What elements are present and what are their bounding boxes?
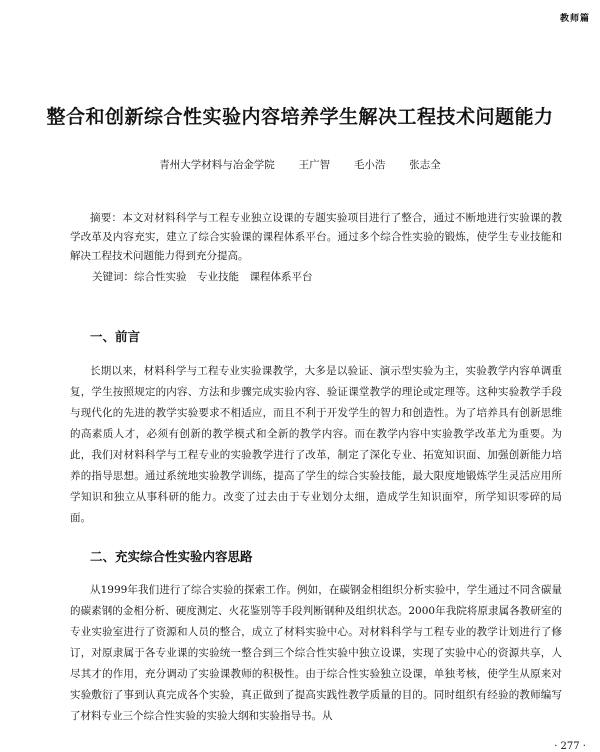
article-title: 整合和创新综合性实验内容培养学生解决工程技术问题能力 — [46, 106, 554, 128]
section-body-content-ideas: 从1999年我们进行了综合实验的探索工作。例如，在碳钢金相组织分析实验中，学生通过不同含碳量的碳素钢的金相分析、硬度测定、火花鉴别等手段判断钢种及组织状态。2000年我院将原隶属各教研室的专业实验室进行了资源和人员的整合，成立了材料实验中心。对材料科学与工程专业的教学计划进行了修订，对原隶属于各专业课的实验统一整合到三个综合性实验中独立设课，实现了实验中心的资源共享，人尽其才的作用，充分调动了实验课教师的积极性。由于综合性实验独立设课，单独考核，使学生从原来对实验敷衍了事到认真完成各个实验，真正做到了提高实践性教学质量的目的。同时组织有经验的教师编写了材料专业三个综合性实验的实验大纲和实验指导书。从 — [70, 584, 562, 722]
section-heading-content-ideas: 二、充实综合性实验内容思路 — [90, 549, 253, 564]
section-heading-introduction: 一、前言 — [90, 329, 141, 344]
author-line: 青州大学材料与冶金学院 王广智 毛小浩 张志全 — [159, 159, 441, 171]
page-number: · 277 · — [554, 741, 586, 752]
section-body-introduction: 长期以来，材料科学与工程专业实验课教学，大多是以验证、演示型实验为主，实验教学内容单调重复，学生按照规定的内容、方法和步骤完成实验内容、验证课堂教学的理论或定理等。这种实验教学手段与现代化的先进的教学实验要求不相适应，而且不利于开发学生的智力和创造性。为了培养具有创新思维的高素质人才，必须有创新的教学模式和全新的教学内容。而在教学内容中实验教学改革尤为重要。为此，我们对材料科学与工程专业的实验教学进行了改革，制定了深化专业、拓宽知识面、加强创新能力培养的指导思想。通过系统地实验教学训练，提高了学生的综合实验技能，最大限度地锻炼学生灵活应用所学知识和独立从事科研的能力。改变了过去由于专业划分太细，造成学生知识面窄，所学知识零碎的局面。 — [70, 365, 562, 524]
keywords: 关键词：综合性实验 专业技能 课程体系平台 — [92, 271, 313, 283]
abstract: 摘要：本文对材料科学与工程专业独立设课的专题实验项目进行了整合，通过不断地进行实验课的教学改革及内容充实，建立了综合实验课的课程体系平台。通过多个综合性实验的锻炼，使学生专业技能和解决工程技术问题能力得到充分提高。 — [70, 212, 562, 262]
section-tag: 教师篇 — [559, 14, 590, 24]
